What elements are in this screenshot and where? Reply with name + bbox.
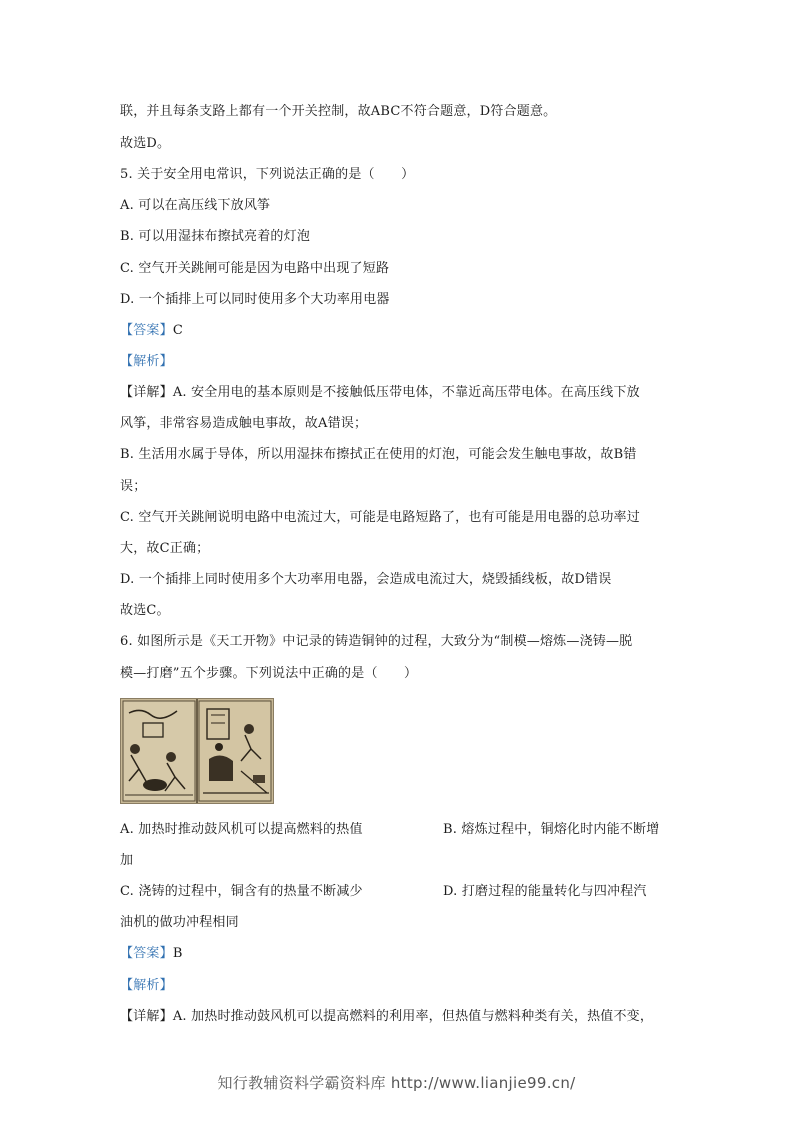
q6-option-c: C. 浇铸的过程中，铜含有的热量不断减少 [120,884,363,899]
continuation-line: 联，并且每条支路上都有一个开关控制，故ABC不符合题意，D符合题意。 [120,104,557,119]
q5-detail-line: C. 空气开关跳闸说明电路中电流过大，可能是电路短路了，也有可能是用电器的总功率过 [120,510,640,525]
q5-detail-line: 风筝，非常容易造成触电事故，故A错误； [120,416,368,431]
q5-conclusion: 故选C。 [120,603,170,618]
q5-option-b: B. 可以用湿抹布擦拭亮着的灯泡 [120,229,311,244]
question-5-stem: 5. 关于安全用电常识，下列说法正确的是（ ） [120,167,415,182]
q6-answer [120,946,183,962]
q5-option-a: A. 可以在高压线下放风筝 [120,198,271,213]
answer-tag: 【答案】 [120,946,173,961]
detail-tag: 【详解】 [120,385,173,400]
detail-tag: 【详解】 [120,1009,173,1024]
q5-analysis-heading [120,354,173,370]
answer-value: C [172,323,183,338]
footer-watermark: 知行教辅资料学霸资料库 http://www.lianjie99.cn/ [217,1074,576,1092]
answer-tag: 【答案】 [120,323,173,338]
q5-detail-line [120,385,640,401]
continuation-conclusion: 故选D。 [120,136,171,151]
answer-value: B [172,946,183,961]
analysis-tag: 【解析】 [120,978,173,993]
q5-option-c: C. 空气开关跳闸可能是因为电路中出现了短路 [120,261,390,276]
q5-detail-line: 大，故C正确； [120,541,210,556]
q5-option-d: D. 一个插排上可以同时使用多个大功率用电器 [120,292,390,307]
q6-option-d-cont: 油机的做功冲程相同 [120,915,239,930]
q6-option-b-cont: 加 [120,853,134,868]
analysis-tag: 【解析】 [120,354,173,369]
tiangong-kaiwu-illustration [120,698,274,804]
detail-text: A. 加热时推动鼓风机可以提高燃料的利用率，但热值与燃料种类有关，热值不变， [172,1009,654,1024]
q6-options-row-1 [120,822,363,838]
q5-detail-line: D. 一个插排上同时使用多个大功率用电器，会造成电流过大，烧毁插线板，故D错误 [120,572,612,587]
q5-detail-line: 误； [120,479,147,494]
q5-detail-line: B. 生活用水属于导体，所以用湿抹布擦拭正在使用的灯泡，可能会发生触电事故，故B错 [120,447,637,462]
question-6-stem-cont: 模—打磨”五个步骤。下列说法中正确的是（ ） [120,666,418,681]
q6-option-a: A. 加热时推动鼓风机可以提高燃料的热值 [120,822,363,837]
q6-analysis-heading [120,978,173,994]
detail-text: A. 安全用电的基本原则是不接触低压带电体，不靠近高压带电体。在高压线下放 [172,385,640,400]
q6-option-d: D. 打磨过程的能量转化与四冲程汽 [443,884,647,899]
question-6-stem: 6. 如图所示是《天工开物》中记录的铸造铜钟的过程，大致分为“制模—熔炼—浇铸—脱 [120,634,633,649]
q5-answer [120,323,183,339]
q6-detail-line [120,1009,653,1025]
q6-option-b: B. 熔炼过程中，铜熔化时内能不断增 [443,822,660,837]
